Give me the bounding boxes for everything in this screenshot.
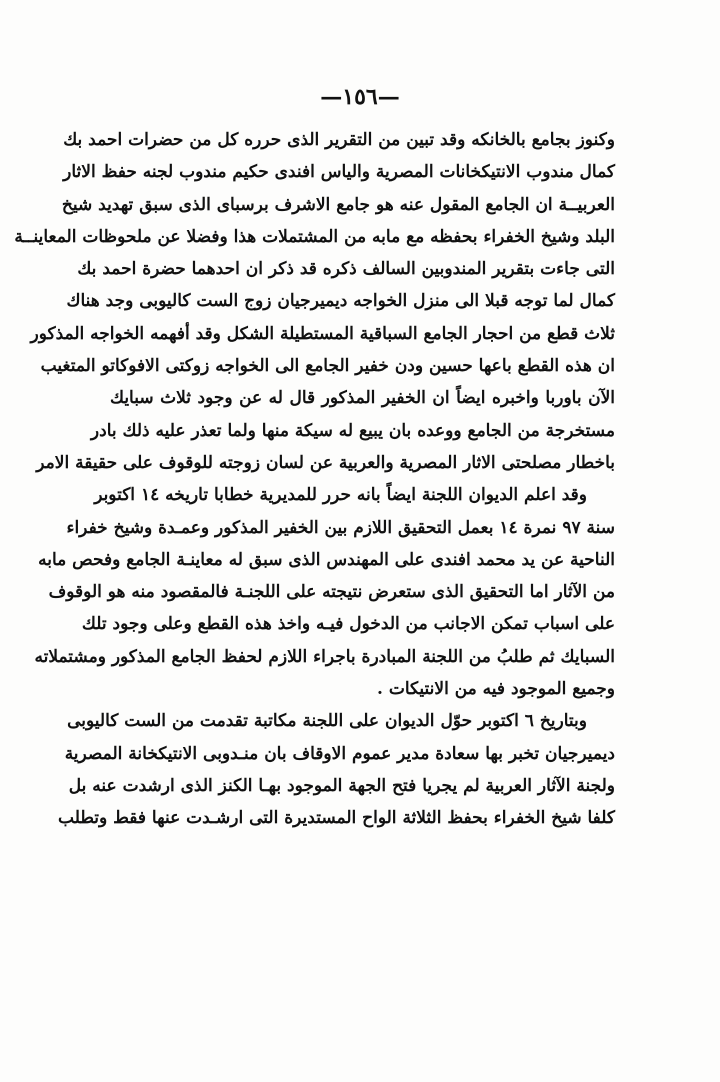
- text-line: وبتاريخ ٦ اكتوبر حوّل الديوان على اللجنة مكاتبة تقدمت من الست كاليوبى: [67, 711, 587, 732]
- text-line: العربيــة ان الجامع المقول عنه هو جامع الاشرف برسباى الذى سبق تهديد شيخ: [61, 194, 615, 215]
- text-line: الآن باوربا واخبره ايضاً ان الخفير المذكور قال له عن وجود ثلاث سبايك: [110, 388, 615, 409]
- text-line: كمال لما توجه قبلا الى منزل الخواجه ديميرجيان زوج الست كاليوبى وجد هناك: [66, 291, 615, 312]
- text-line: باخطار مصلحتى الاثار المصرية والعربية عن لسان زوجته للوقوف على حقيقة الامر: [36, 452, 615, 473]
- text-line: ثلاث قطع من احجار الجامع السباقية المستطيلة الشكل وقد أفهمه الخواجه المذكور: [30, 323, 615, 344]
- text-line: التى جاءت بتقرير المندوبين السالف ذكره قد ذكر ان احدهما حضرة احمد بك: [77, 259, 615, 280]
- text-line: الناحية عن يد محمد افندى على المهندس الذى سبق له معاينـة الجامع وفحص مابه: [38, 549, 615, 570]
- text-line: وقد اعلم الديوان اللجنة ايضاً بانه حرر للمديرية خطابا تاريخه ١٤ اكتوبر: [94, 485, 587, 506]
- text-line: مستخرجة من الجامع ووعده بان يبيع له سيكة منها ولما تعذر عليه ذلك بادر: [90, 420, 615, 441]
- text-line: كمال مندوب الانتيكخانات المصرية والياس افندى حكيم مندوب لجنه حفظ الاثار: [63, 162, 615, 183]
- text-line: سنة ٩٧ نمرة ١٤ بعمل التحقيق اللازم بين الخفير المذكور وعمـدة وشيخ خفراء: [66, 517, 615, 538]
- text-line: كلفا شيخ الخفراء بحفظ الثلاثة الواح المستديرة التى ارشـدت عنها فقط وتطلب: [58, 808, 615, 829]
- text-line: على اسباب تمكن الاجانب من الدخول فيـه واخذ هذه القطع وعلى وجود تلك: [81, 614, 615, 635]
- text-line: السبايك ثم طلبُ من اللجنة المبادرة باجراء اللازم لحفظ الجامع المذكور ومشتملاته: [34, 646, 615, 667]
- text-line: ديميرجيان تخبر بها سعادة مدير عموم الاوقاف بان منـدوبى الانتيكخانة المصرية: [64, 743, 615, 764]
- text-line: ان هذه القطع باعها حسين ودن خفير الجامع الى الخواجه زوكتى الافوكاتو المتغيب: [40, 356, 615, 377]
- text-line: البلد وشيخ الخفراء بحفظه مع مابه من المشتملات هذا وفضلا عن ملحوظات المعاينــة: [14, 226, 615, 247]
- text-line: وكنوز بجامع بالخانكه وقد تبين من التقرير الذى حرره كل من حضرات احمد بك: [63, 130, 615, 150]
- body-text: [14, 124, 615, 835]
- text-line: ولجنة الآثار العربية لم يجريا فتح الجهة الموجود بهـا الكنز الذى ارشدت عنه بل: [68, 775, 615, 796]
- text-line: من الآثار اما التحقيق الذى ستعرض نتيجته على اللجنـة فالمقصود منه هو الوقوف: [48, 582, 615, 603]
- page-number: —١٥٦—: [320, 84, 400, 110]
- text-line: وجميع الموجود فيه من الانتيكات .: [376, 679, 615, 700]
